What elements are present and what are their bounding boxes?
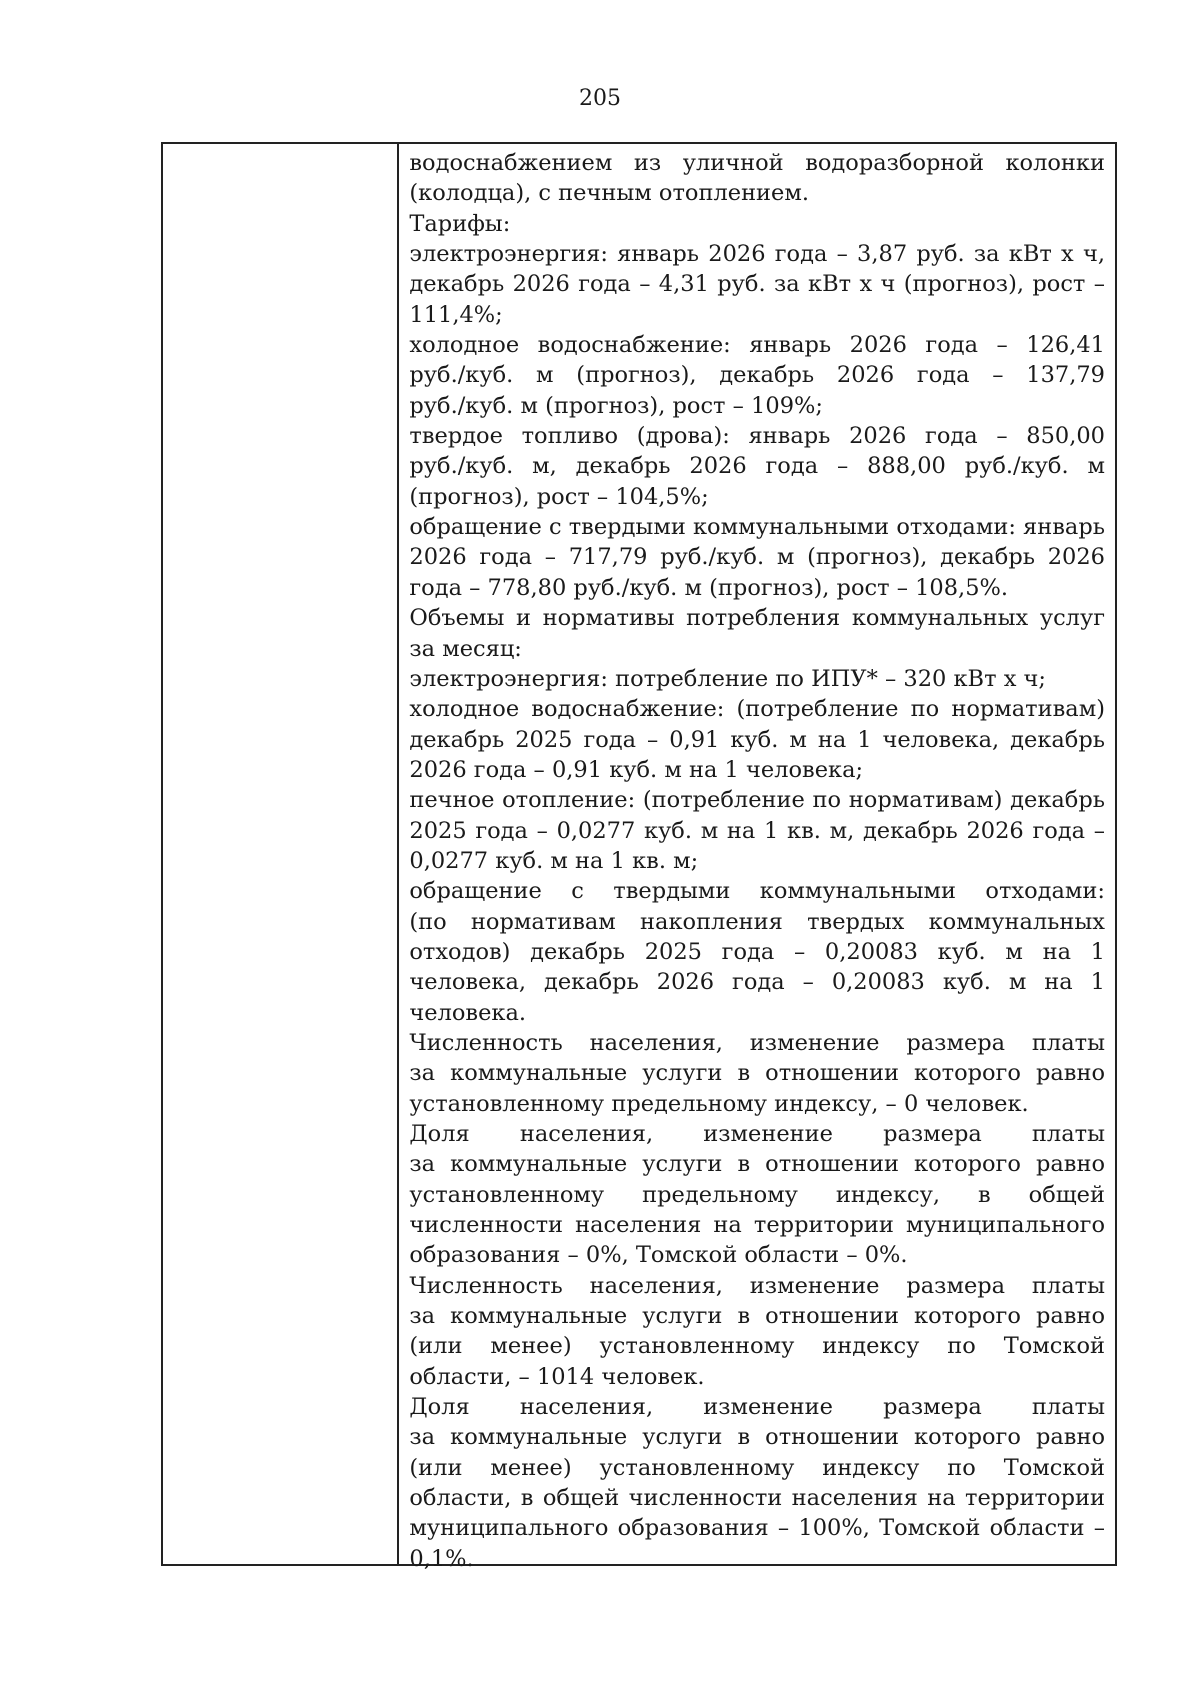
text-line: 2026 года – 0,91 куб. м на 1 человека; [409,756,864,783]
text-line: за коммунальные услуги в отношении которого равно [409,1151,1105,1178]
text-line: обращение с твердыми коммунальными отходами: [409,878,1105,905]
text-line: твердое топливо (дрова): январь 2026 года – 850,00 [409,423,1105,450]
text-line: электроэнергия: потребление по ИПУ* – 320 кВт х ч; [409,665,1046,692]
text-line: холодное водоснабжение: (потребление по нормативам) [409,696,1105,723]
table-cell-left [163,144,399,1564]
text-line: за коммунальные услуги в отношении которого равно [409,1060,1105,1087]
text-line: 2026 года – 717,79 руб./куб. м (прогноз), декабрь 2026 [409,544,1105,571]
text-line: (прогноз), рост – 104,5%; [409,483,709,510]
text-line: Доля населения, изменение размера платы [409,1121,1105,1147]
text-line: Тарифы: [409,210,511,237]
text-line: декабрь 2025 года – 0,91 куб. м на 1 человека, декабрь [409,726,1105,753]
text-line: установленному предельному индексу, в общей [409,1181,1105,1208]
text-line: электроэнергия: январь 2026 года – 3,87 руб. за кВт х ч, [409,241,1105,268]
text-line: (или менее) установленному индексу по Томской [409,1333,1105,1360]
text-line: образования – 0%, Томской области – 0%. [409,1242,908,1269]
text-line: декабрь 2026 года – 4,31 руб. за кВт х ч (прогноз), рост – [409,271,1105,298]
text-line: 111,4%; [409,301,503,328]
text-line: численности населения на территории муниципального [409,1212,1105,1239]
text-line: Численность населения, изменение размера платы [409,1272,1105,1299]
text-line: 0,1%. [409,1545,474,1572]
text-line: обращение с твердыми коммунальными отходами: январь [409,514,1105,541]
text-line: муниципального образования – 100%, Томской области – [409,1515,1105,1542]
text-line: установленному предельному индексу, – 0 человек. [409,1090,1029,1117]
text-line: человека. [409,999,527,1026]
text-line: 0,0277 куб. м на 1 кв. м; [409,847,699,874]
text-line: отходов) декабрь 2025 года – 0,20083 куб. м на 1 [409,938,1105,965]
text-line: (колодца), с печным отоплением. [409,180,810,207]
text-line: руб./куб. м (прогноз), декабрь 2026 года – 137,79 [409,362,1105,389]
table-cell-right [399,144,1115,1572]
text-line: Доля населения, изменение размера платы [409,1394,1105,1421]
text-line: области, – 1014 человек. [409,1363,705,1390]
text-line: за коммунальные услуги в отношении которого равно [409,1424,1105,1451]
text-line: за месяц: [409,635,522,662]
text-line: (по нормативам накопления твердых коммунальных [409,908,1105,935]
text-line: области, в общей численности населения на территории [409,1485,1105,1512]
text-line: за коммунальные услуги в отношении которого равно [409,1303,1105,1330]
text-line: Объемы и нормативы потребления коммунальных услуг [409,605,1105,632]
document-table [161,142,1117,1572]
text-line: года – 778,80 руб./куб. м (прогноз), рост – 108,5%. [409,574,1009,601]
text-line: 2025 года – 0,0277 куб. м на 1 кв. м, декабрь 2026 года – [409,817,1105,844]
text-line: холодное водоснабжение: январь 2026 года – 126,41 [409,332,1105,359]
text-line: Численность населения, изменение размера платы [409,1029,1105,1056]
text-line: печное отопление: (потребление по нормативам) декабрь [409,787,1105,814]
text-line: водоснабжением из уличной водоразборной колонки [409,150,1105,176]
text-line: руб./куб. м (прогноз), рост – 109%; [409,392,823,419]
text-line: человека, декабрь 2026 года – 0,20083 куб. м на 1 [409,969,1105,996]
text-line: (или менее) установленному индексу по Томской [409,1454,1105,1481]
page-number: 205 [579,86,621,111]
text-line: руб./куб. м, декабрь 2026 года – 888,00 руб./куб. м [409,453,1105,480]
